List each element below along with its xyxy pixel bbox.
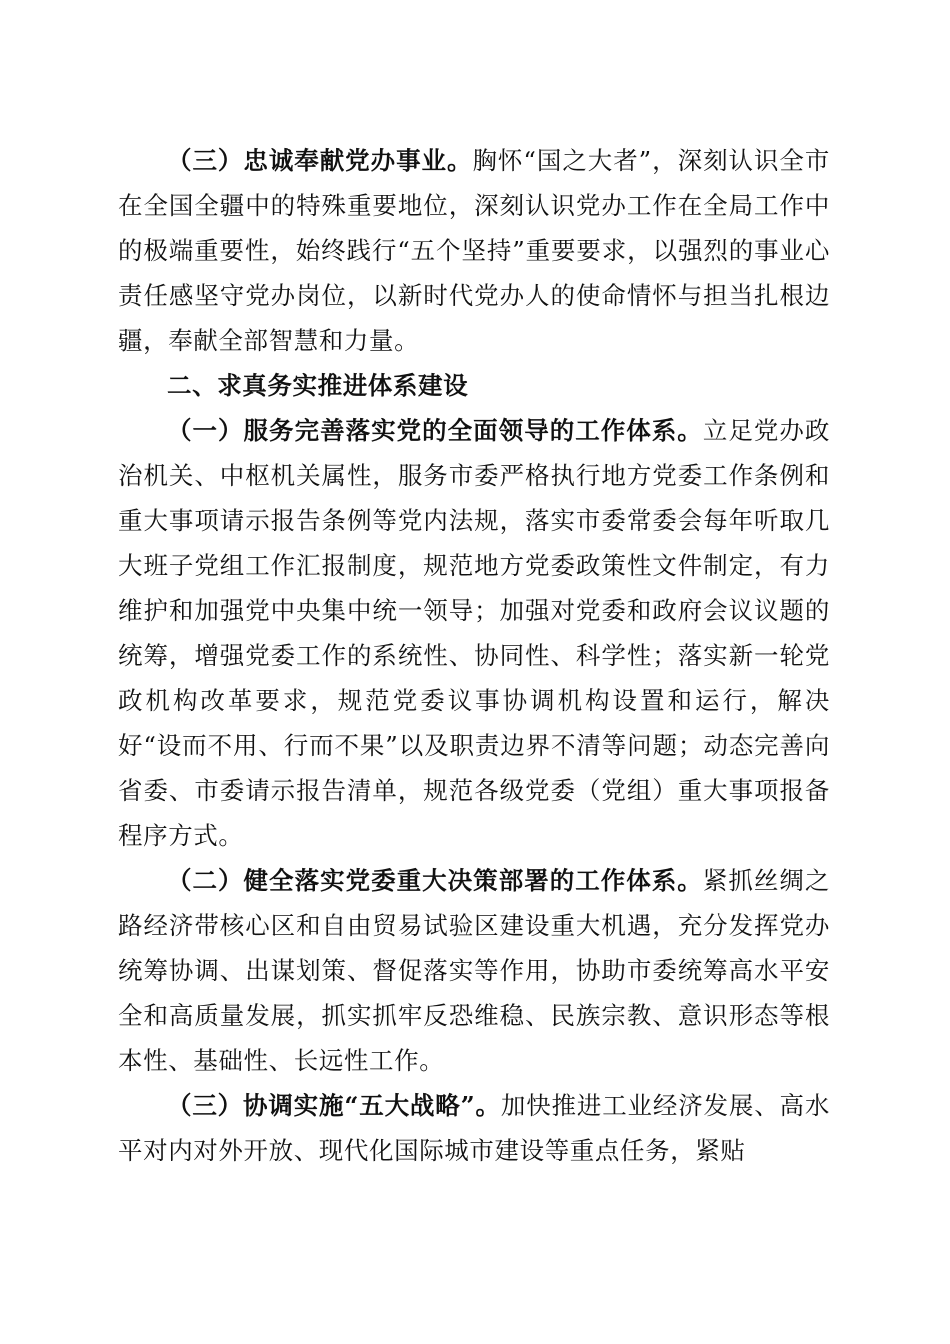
document-page: [118, 138, 830, 1173]
paragraph-loyal-dedication: [118, 138, 830, 363]
section-heading: 二、求真务实推进体系建设: [167, 371, 469, 400]
paragraph-five-strategies: [118, 1083, 830, 1173]
paragraph-body: 紧抓丝绸之路经济带核心区和自由贸易试验区建设重大机遇，充分发挥党办统筹协调、出谋划策、督促落实等作用，协助市委统筹高水平安全和高质量发展，抓实抓牢反恐维稳、民族宗教、意识形态等根本性、基础性、长远性工作。: [118, 866, 830, 1075]
paragraph-leadership-system: [118, 408, 830, 858]
paragraph-lead: （二）健全落实党委重大决策部署的工作体系。: [167, 866, 703, 895]
paragraph-lead: （三）忠诚奉献党办事业。: [167, 146, 473, 175]
paragraph-body: 胸怀“国之大者”，深刻认识全市在全国全疆中的特殊重要地位，深刻认识党办工作在全局工作中的极端重要性，始终践行“五个坚持”重要要求，以强烈的事业心责任感坚守党办岗位，以新时代党办人的使命情怀与担当扎根边疆，奉献全部智慧和力量。: [118, 146, 830, 355]
paragraph-lead: （一）服务完善落实党的全面领导的工作体系。: [167, 416, 703, 445]
paragraph-body: 加快推进工业经济发展、高水平对内对外开放、现代化国际城市建设等重点任务，紧贴: [118, 1091, 830, 1165]
paragraph-body: 立足党办政治机关、中枢机关属性，服务市委严格执行地方党委工作条例和重大事项请示报告条例等党内法规，落实市委常委会每年听取几大班子党组工作汇报制度，规范地方党委政策性文件制定，有力维护和加强党中央集中统一领导；加强对党委和政府会议议题的统筹，增强党委工作的系统性、协同性、科学性；落实新一轮党政机构改革要求，规范党委议事协调机构设置和运行，解决好“设而不用、行而不果”以及职责边界不清等问题；动态完善向省委、市委请示报告清单，规范各级党委（党组）重大事项报备程序方式。: [118, 416, 830, 850]
paragraph-decision-system: [118, 858, 830, 1083]
paragraph-lead: （三）协调实施“五大战略”。: [167, 1091, 501, 1120]
